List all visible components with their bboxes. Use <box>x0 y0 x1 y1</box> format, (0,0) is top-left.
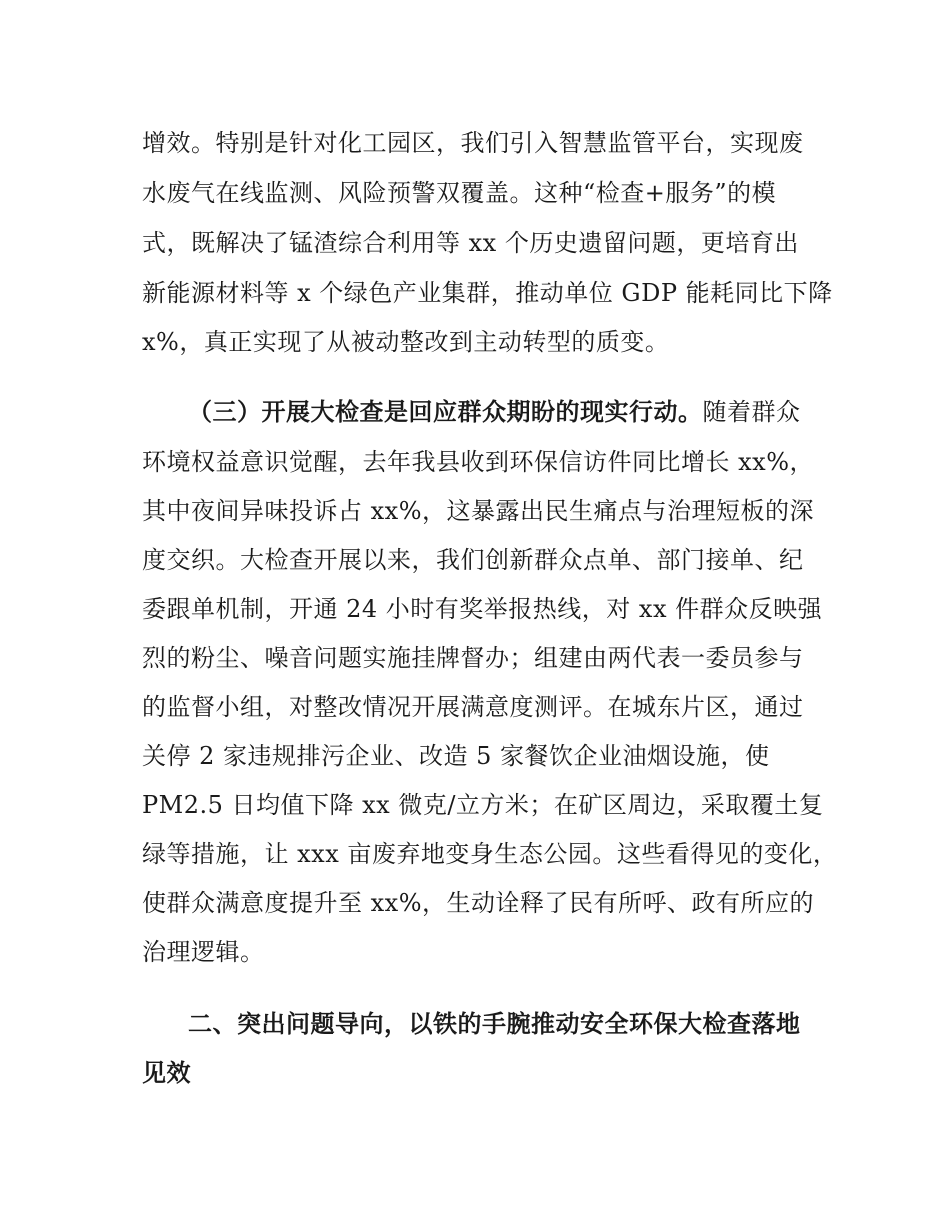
paragraph-line: 式，既解决了锰渣综合利用等 xx 个历史遗留问题，更培育出 <box>142 229 799 257</box>
paragraph-line: 关停 2 家违规排污企业、改造 5 家餐饮企业油烟设施，使 <box>142 742 770 770</box>
paragraph-line: x%，真正实现了从被动整改到主动转型的质变。 <box>142 328 670 356</box>
paragraph-line: 其中夜间异味投诉占 xx%，这暴露出民生痛点与治理短板的深 <box>142 497 815 525</box>
paragraph-line: 委跟单机制，开通 24 小时有奖举报热线，对 xx 件群众反映强 <box>142 595 823 623</box>
section-heading: 二、突出问题导向，以铁的手腕推动安全环保大检查落地 <box>188 1010 801 1038</box>
paragraph-line: 增效。特别是针对化工园区，我们引入智慧监管平台，实现废 <box>142 129 804 157</box>
paragraph-line: 水废气在线监测、风险预警双覆盖。这种“检查+服务”的模 <box>142 179 777 207</box>
paragraph-line: 新能源材料等 x 个绿色产业集群，推动单位 GDP 能耗同比下降 <box>142 279 833 307</box>
paragraph-line: 烈的粉尘、噪音问题实施挂牌督办；组建由两代表一委员参与 <box>142 644 804 672</box>
paragraph-line: 治理逻辑。 <box>142 938 265 966</box>
paragraph-line: 绿等措施，让 xxx 亩废弃地变身生态公园。这些看得见的变化， <box>142 840 838 868</box>
paragraph-line: PM2.5 日均值下降 xx 微克/立方米；在矿区周边，采取覆土复 <box>142 791 824 819</box>
paragraph-line: 使群众满意度提升至 xx%，生动诠释了民有所呼、政有所应的 <box>142 889 815 917</box>
paragraph-first-line <box>188 397 801 427</box>
paragraph-line: 环境权益意识觉醒，去年我县收到环保信访件同比增长 xx%， <box>142 448 815 476</box>
section-heading: 见效 <box>142 1059 191 1087</box>
paragraph-line: 的监督小组，对整改情况开展满意度测评。在城东片区，通过 <box>142 693 804 721</box>
subsection-heading: （三）开展大检查是回应群众期盼的现实行动。 <box>188 398 703 426</box>
paragraph-text: 随着群众 <box>702 398 801 426</box>
paragraph-line: 度交织。大检查开展以来，我们创新群众点单、部门接单、纪 <box>142 546 804 574</box>
